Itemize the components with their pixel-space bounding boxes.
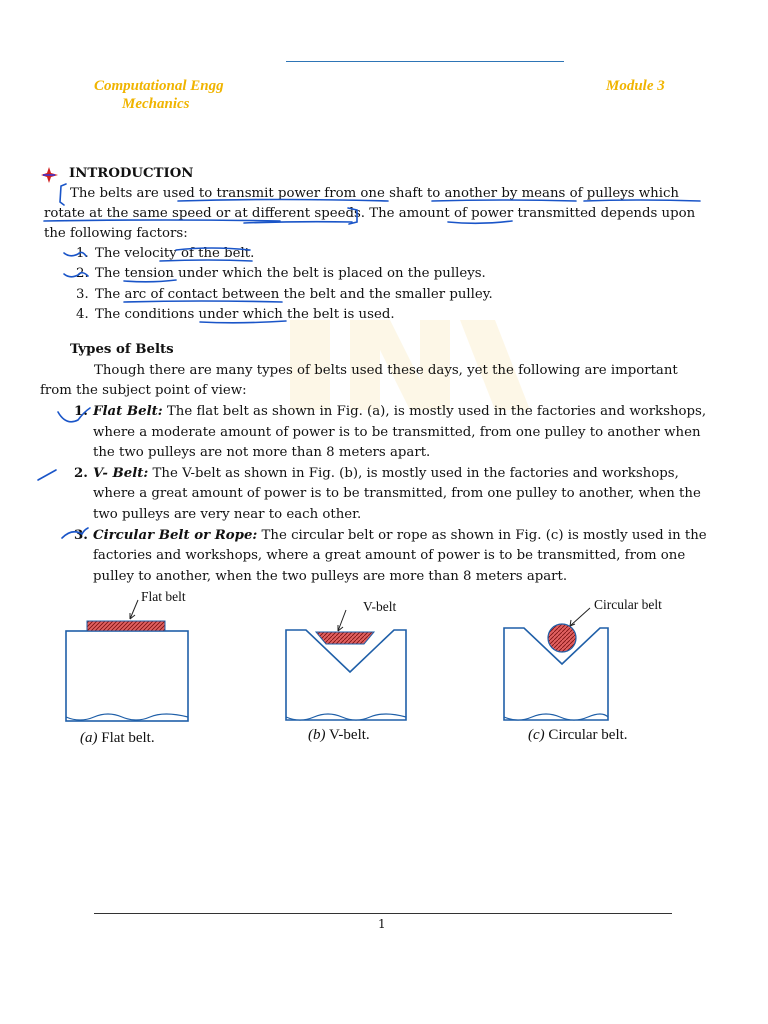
caption-text: Flat belt. [97, 730, 155, 746]
v-belt-label: V-belt [363, 599, 397, 614]
types-para-line-1: Though there are many types of belts used these days, yet the following are important [94, 363, 678, 378]
ink-underline [44, 220, 280, 221]
type-title: Flat Belt: [93, 404, 163, 419]
ink-underline [432, 200, 576, 201]
course-title: Computational Engg [94, 78, 224, 94]
caption-a [80, 730, 155, 747]
factor-number: 3. [76, 287, 89, 302]
ink-underline [244, 222, 352, 223]
type-number: 1. [74, 404, 88, 419]
module-label: Module 3 [606, 78, 665, 94]
type-line-2: where a great amount of power is to be transmitted, from one pulley to another, when the [93, 486, 701, 501]
caption-c [528, 727, 628, 744]
ink-check [62, 528, 88, 538]
type-line-3: the two pulleys are not more than 8 meters apart. [93, 445, 431, 460]
ink-check [64, 273, 88, 277]
ink-underline [124, 301, 282, 302]
type-number: 2. [74, 466, 88, 481]
ink-check [58, 408, 90, 422]
type-desc: The circular belt or rope as shown in Fig. (c) is mostly used in the [257, 528, 707, 543]
ink-tick [38, 470, 56, 480]
factor-number: 4. [76, 307, 89, 322]
flat-belt-label: Flat belt [141, 589, 186, 604]
caption-text: V-belt. [325, 727, 370, 743]
type-number: 3. [74, 528, 88, 543]
type-desc: The V-belt as shown in Fig. (b), is mostly used in the factories and workshops, [148, 466, 679, 481]
type-line-2: where a moderate amount of power is to be transmitted, from one pulley to another when [93, 425, 701, 440]
type-title: Circular Belt or Rope: [93, 528, 258, 543]
intro-heading: INTRODUCTION [69, 166, 194, 181]
intro-para-line-3: the following factors: [44, 226, 188, 241]
ink-underline [584, 200, 700, 201]
type-line-3: two pulleys are very near to each other. [93, 507, 362, 522]
type-line-3: pulley to another, when the two pulleys are more than 8 meters apart. [93, 569, 568, 584]
factor-number: 2. [76, 266, 89, 281]
page-number: 1 [378, 917, 386, 931]
ink-underline [124, 280, 176, 282]
ink-underline [448, 221, 512, 223]
factor-text: The velocity of the belt. [95, 246, 255, 261]
course-subtitle: Mechanics [122, 96, 190, 112]
footer-rule [94, 913, 672, 914]
ink-underline [176, 248, 250, 250]
caption-b [308, 727, 370, 744]
circular-belt-label: Circular belt [594, 597, 662, 612]
ink-underline [160, 260, 252, 261]
type-title: V- Belt: [93, 466, 149, 481]
caption-letter: (a) [80, 730, 98, 746]
caption-letter: (b) [308, 727, 326, 743]
figure-flat-belt [60, 590, 200, 724]
type-line-2: factories and workshops, where a great amount of power is to be transmitted, from one [93, 548, 686, 563]
caption-letter: (c) [528, 727, 545, 743]
intro-para-line-2: rotate at the same speed or at different speeds. The amount of power transmitted depends upon [44, 206, 696, 221]
types-heading: Types of Belts [70, 342, 174, 357]
ink-bracket-open [60, 184, 66, 205]
factor-number: 1. [76, 246, 89, 261]
type-desc: The flat belt as shown in Fig. (a), is mostly used in the factories and workshops, [162, 404, 707, 419]
factor-text: The conditions under which the belt is used. [95, 307, 395, 322]
intro-para-line-1: The belts are used to transmit power from one shaft to another by means of pulleys which [70, 186, 679, 201]
ink-underline [178, 200, 388, 202]
factor-text: The arc of contact between the belt and the smaller pulley. [95, 287, 493, 302]
types-para-line-2: from the subject point of view: [40, 383, 247, 398]
ink-underline [200, 321, 286, 323]
figure-circular-belt [498, 600, 638, 724]
figure-v-belt [280, 600, 420, 724]
ink-check [64, 252, 86, 256]
caption-text: Circular belt. [544, 727, 628, 743]
factor-text: The tension under which the belt is placed on the pulleys. [95, 266, 486, 281]
